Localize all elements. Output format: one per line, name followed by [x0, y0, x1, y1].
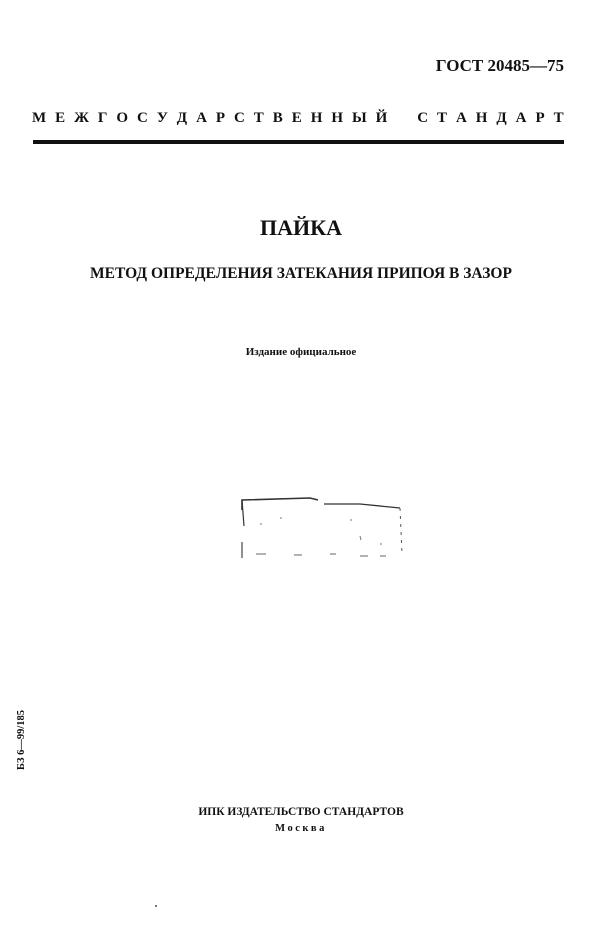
- series-letter: Д: [496, 110, 507, 126]
- series-letter: Н: [310, 110, 323, 126]
- series-letter: О: [116, 110, 129, 126]
- scan-speck: [155, 905, 157, 907]
- document-subtitle: МЕТОД ОПРЕДЕЛЕНИЯ ЗАТЕКАНИЯ ПРИПОЯ В ЗАЗОР: [90, 265, 512, 282]
- faded-stamp-frame: [240, 496, 404, 566]
- series-letter: Ы: [351, 110, 367, 126]
- edition-note: Издание официальное: [245, 346, 357, 358]
- series-letter: Е: [55, 110, 66, 126]
- series-letter: С: [417, 110, 429, 126]
- series-letter: Н: [475, 110, 488, 126]
- series-letter: А: [455, 110, 467, 126]
- side-code: БЗ 6—99/185: [16, 709, 27, 770]
- publisher-name: ИПК ИЗДАТЕЛЬСТВО СТАНДАРТОВ: [198, 806, 404, 818]
- publisher-city: Москва: [275, 823, 327, 834]
- series-letter: Д: [176, 110, 188, 126]
- series-letter: Й: [375, 110, 388, 126]
- header-rule: [33, 140, 564, 144]
- series-letter: В: [272, 110, 283, 126]
- series-letter: Т: [253, 110, 264, 126]
- series-letter: Г: [97, 110, 108, 126]
- document-number: ГОСТ 20485—75: [435, 56, 564, 75]
- series-letter: Т: [553, 110, 564, 126]
- series-letter: А: [515, 110, 527, 126]
- series-letter: С: [137, 110, 148, 126]
- series-letter: Е: [291, 110, 302, 126]
- series-letter: Ж: [74, 110, 89, 126]
- series-letter: С: [233, 110, 245, 126]
- document-title: ПАЙКА: [260, 215, 342, 240]
- series-letter: А: [196, 110, 207, 126]
- series-letter: Р: [535, 110, 545, 126]
- series-letter: Т: [437, 110, 448, 126]
- series-letter: У: [156, 110, 168, 126]
- series-letter: Н: [331, 110, 343, 126]
- series-heading: [32, 110, 564, 127]
- series-letter: Р: [215, 110, 226, 126]
- series-word-gap: [396, 110, 408, 127]
- series-letter: М: [32, 110, 47, 126]
